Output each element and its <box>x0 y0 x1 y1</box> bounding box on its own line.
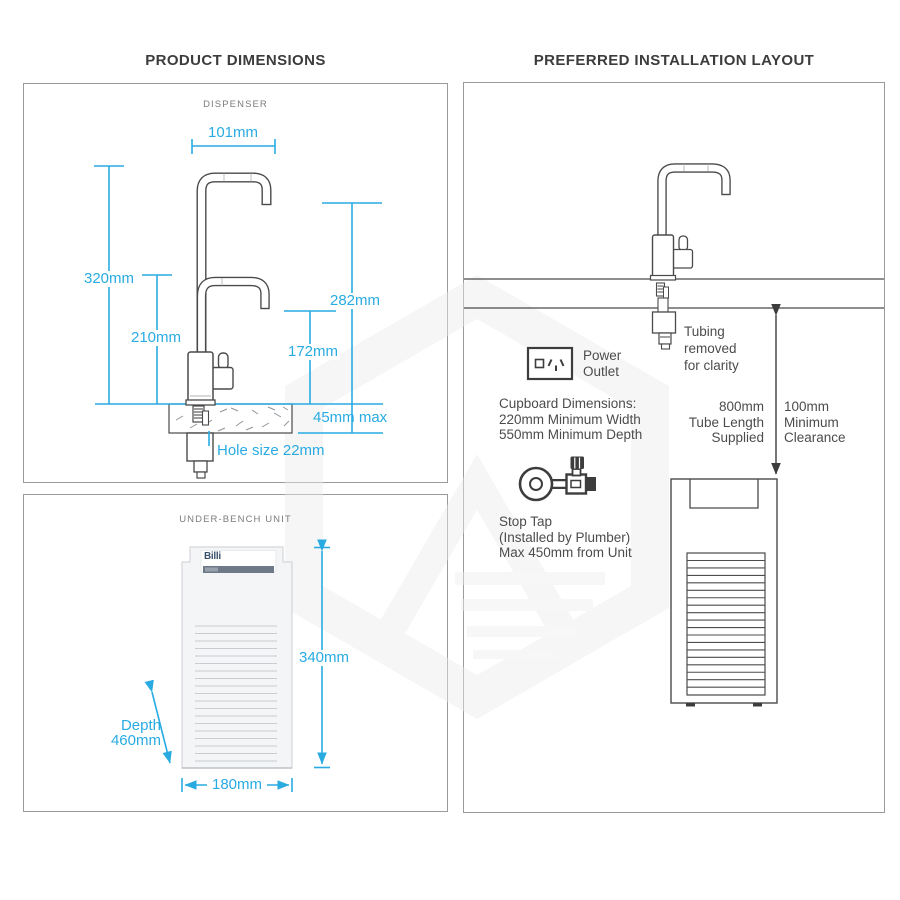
left-column-title: PRODUCT DIMENSIONS <box>145 52 326 69</box>
dim-lower-spout-clearance: 172mm <box>288 343 339 360</box>
dim-hole-size: Hole size 22mm <box>217 442 325 459</box>
tube-length-note: 800mm Tube Length Supplied <box>688 399 764 446</box>
dispenser-caption: DISPENSER <box>203 99 268 110</box>
dim-total-height: 320mm <box>84 270 135 287</box>
right-column-title: PREFERRED INSTALLATION LAYOUT <box>533 52 815 69</box>
tubing-note: Tubing removed for clarity <box>684 324 739 373</box>
power-outlet-label: Power Outlet <box>583 348 622 379</box>
dim-unit-width: 180mm <box>211 776 263 793</box>
stop-tap-note: Stop Tap (Installed by Plumber) Max 450mm from Unit <box>499 514 632 561</box>
dim-unit-depth: Depth 460mm <box>110 717 161 749</box>
cupboard-dimensions-note: Cupboard Dimensions: 220mm Minimum Width 550mm Minimum Depth <box>499 396 643 443</box>
dim-unit-height: 340mm <box>296 650 352 666</box>
underbench-caption: UNDER-BENCH UNIT <box>179 514 292 525</box>
clearance-note: 100mm Minimum Clearance <box>784 399 846 446</box>
dim-upper-spout-clearance: 282mm <box>330 292 381 309</box>
dim-spout-width: 101mm <box>207 124 259 141</box>
billi-logo: Billi <box>204 551 221 562</box>
dim-lower-height: 210mm <box>131 329 182 346</box>
dim-bench-thickness: 45mm max <box>313 409 388 426</box>
